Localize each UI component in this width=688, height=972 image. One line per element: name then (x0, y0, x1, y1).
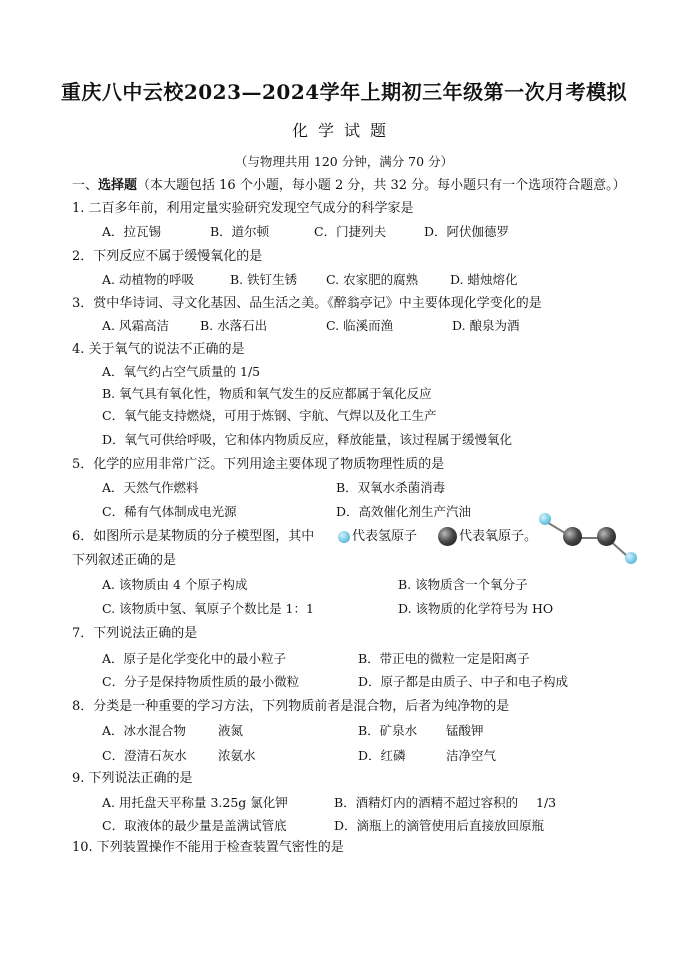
hydrogen-atom-icon (338, 531, 350, 543)
q7-option-c: C．分子是保持物质性质的最小微粒 (102, 674, 300, 689)
q8-option-c: C．澄清石灰水 (102, 748, 187, 763)
hydrogen-atom-left (539, 513, 551, 525)
q8-option-d: D．红磷 (358, 748, 406, 763)
q5-option-a: A．天然气作燃料 (102, 480, 199, 495)
q9-option-d: D．滴瓶上的滴管使用后直接放回原瓶 (334, 818, 545, 833)
q4-option-a: A．氧气约占空气质量的 1/5 (102, 364, 261, 379)
section-text: （本大题包括 16 个小题，每小题 2 分，共 32 分。每小题只有一个选项符合题意。） (137, 178, 626, 193)
exam-note: （与物理共用 120 分钟，满分 70 分） (234, 154, 454, 169)
q6-option-c: C. 该物质中氢、氧原子个数比是 1：1 (102, 601, 314, 616)
exam-title: 重庆八中云校2023—2024学年上期初三年级第一次月考模拟 (60, 80, 628, 104)
q8-option-b: B．矿泉水 (358, 723, 418, 738)
question-4-stem: 4. 关于氧气的说法不正确的是 (72, 342, 245, 357)
question-1-stem: 1. 二百多年前，利用定量实验研究发现空气成分的科学家是 (72, 201, 414, 216)
hydrogen-atom-right (625, 552, 637, 564)
q9-option-b: B．酒精灯内的酒精不超过容积的 (334, 795, 519, 810)
q8-option-d-second: 洁净空气 (446, 748, 497, 763)
q7-option-b: B．带正电的微粒一定是阳离子 (358, 651, 530, 666)
q8-option-b-second: 锰酸钾 (446, 723, 484, 738)
question-3-stem: 3．赏中华诗词、寻文化基因、品生活之美。《醉翁亭记》中主要体现化学变化的是 (72, 296, 542, 311)
q1-option-c: C．门捷列夫 (314, 224, 387, 239)
question-6-stem-c: 代表氧原子。 (459, 529, 538, 544)
q6-option-d: D. 该物质的化学符号为 HO (398, 601, 554, 616)
q2-option-c: C. 农家肥的腐熟 (326, 272, 419, 287)
q5-option-b: B．双氧水杀菌消毒 (336, 480, 446, 495)
q9-option-b-fraction: 1/3 (536, 795, 557, 810)
q3-option-a: A. 风霜高洁 (102, 318, 169, 333)
q1-option-d: D．阿伏伽德罗 (424, 224, 510, 239)
q2-option-d: D. 蜡烛熔化 (450, 272, 518, 287)
q7-option-d: D．原子都是由质子、中子和电子构成 (358, 674, 569, 689)
q8-option-a-second: 液氮 (218, 723, 244, 738)
q2-option-a: A. 动植物的呼吸 (102, 272, 194, 287)
q7-option-a: A．原子是化学变化中的最小粒子 (102, 651, 287, 666)
oxygen-atom-icon (438, 527, 457, 546)
q6-option-b: B. 该物质含一个氧分子 (398, 577, 528, 592)
question-6-stem-a: 6．如图所示是某物质的分子模型图，其中 (72, 529, 315, 544)
section-heading (72, 176, 626, 196)
oxygen-atom-left (563, 527, 582, 546)
q5-option-d: D．高效催化剂生产汽油 (336, 504, 472, 519)
q9-option-c: C．取液体的最少量是盖满试管底 (102, 818, 287, 833)
section-name: 选择题 (98, 178, 138, 193)
q6-option-a: A. 该物质由 4 个原子构成 (102, 577, 248, 592)
section-lead: 一、 (72, 178, 99, 193)
question-5-stem: 5．化学的应用非常广泛。下列用途主要体现了物质物理性质的是 (72, 457, 445, 472)
q4-option-d: D．氧气可供给呼吸，它和体内物质反应，释放能量，该过程属于缓慢氧化 (102, 432, 513, 447)
q8-option-a: A．冰水混合物 (102, 723, 187, 738)
oxygen-atom-right (597, 527, 616, 546)
q3-option-c: C. 临溪而渔 (326, 318, 394, 333)
subject-title: 化学试题 (291, 121, 396, 140)
question-6-stem-d: 下列叙述正确的是 (72, 553, 177, 568)
question-9-stem: 9. 下列说法正确的是 (72, 771, 193, 786)
question-7-stem: 7．下列说法正确的是 (72, 626, 198, 641)
question-2-stem: 2．下列反应不属于缓慢氧化的是 (72, 249, 263, 264)
q8-option-c-second: 浓氨水 (218, 748, 256, 763)
q5-option-c: C．稀有气体制成电光源 (102, 504, 237, 519)
q1-option-b: B．道尔顿 (210, 224, 270, 239)
q4-option-c: C．氧气能支持燃烧，可用于炼钢、宇航、气焊以及化工生产 (102, 408, 437, 423)
q1-option-a: A．拉瓦锡 (102, 224, 162, 239)
q3-option-b: B. 水落石出 (200, 318, 268, 333)
q4-option-b: B. 氧气具有氧化性，物质和氧气发生的反应都属于氧化反应 (102, 386, 432, 401)
q9-option-a: A. 用托盘天平称量 3.25g 氯化钾 (102, 795, 288, 810)
question-8-stem: 8．分类是一种重要的学习方法，下列物质前者是混合物，后者为纯净物的是 (72, 699, 510, 714)
question-6-stem-b: 代表氢原子 (352, 529, 418, 544)
q2-option-b: B. 铁钉生锈 (230, 272, 298, 287)
q3-option-d: D. 酿泉为酒 (452, 318, 520, 333)
question-10-stem: 10. 下列装置操作不能用于检查装置气密性的是 (72, 840, 344, 855)
